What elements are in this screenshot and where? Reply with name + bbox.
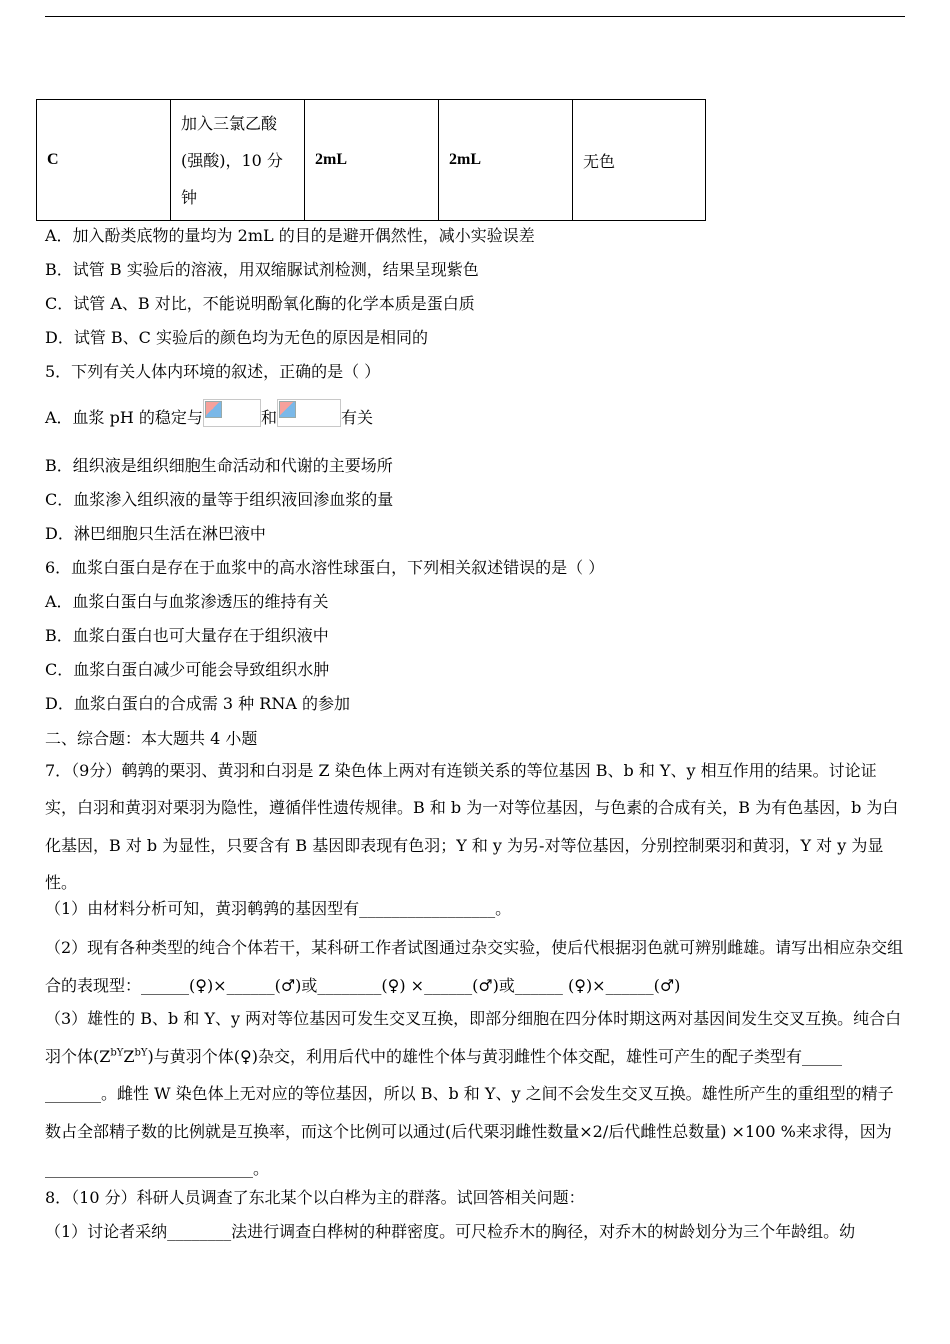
q4-option-a: A．加入酚类底物的量均为 2mL 的目的是避开偶然性，减小实验误差: [45, 226, 535, 245]
treatment-line: 加入三氯乙酸: [181, 113, 278, 133]
broken-image-icon: [277, 399, 341, 427]
tube-label-cell: C: [37, 100, 171, 221]
header-rule: [45, 16, 905, 17]
volume-cell: 2mL: [439, 100, 573, 221]
q4-option-b: B．试管 B 实验后的溶液，用双缩脲试剂检测，结果呈现紫色: [45, 260, 479, 279]
q6-option-a: A．血浆白蛋白与血浆渗透压的维持有关: [45, 592, 329, 611]
q5-option-a-prefix: A．血浆 pH 的稳定与: [45, 408, 203, 427]
q5-option-a-suffix: 有关: [340, 408, 373, 427]
treatment-line: 钟: [181, 187, 198, 207]
section-heading: 二、综合题：本大题共 4 小题: [45, 729, 258, 748]
q5-stem: 5．下列有关人体内环境的叙述，正确的是（ ）: [45, 362, 381, 381]
q7-part3-text: Z: [123, 1046, 135, 1066]
q7-part3-text: )与黄羽个体(♀)杂交，利用后代中的雄性个体与黄羽雌性个体交配，雄性可产生的配子类型有_____ _______。雌性 W 染色体上无对应的等位基因，所以 B、b 和 Y、y 之间不会发生交叉互换。雄性所产生的重组型的精子数占全部精子数的比例就是互换率，而这个比例可以通过(后代栗羽雌性数量×2/后代雌性总数量) ×100 %来求得，因为__________________________。: [45, 1046, 894, 1178]
q4-option-c: C．试管 A、B 对比，不能说明酚氧化酶的化学本质是蛋白质: [45, 294, 475, 313]
q7-part3: [45, 1000, 907, 1188]
q7-part3-text: （3）雄性的 B、b 和 Y、y 两对等位基因可发生交叉互换，即部分细胞在四分体时期这两对基因间发生交叉互换。纯合白羽个体(Z: [45, 1009, 902, 1066]
q5-option-b: B．组织液是组织细胞生命活动和代谢的主要场所: [45, 456, 393, 475]
q5-option-c: C．血浆渗入组织液的量等于组织液回渗血浆的量: [45, 490, 394, 509]
q8-part1: （1）讨论者采纳________法进行调查白桦树的种群密度。可尺检乔木的胸径，对乔木的树龄划分为三个年龄组。幼: [45, 1222, 856, 1241]
superscript: bY: [110, 1047, 124, 1059]
q6-option-c: C．血浆白蛋白减少可能会导致组织水肿: [45, 660, 330, 679]
table-row: [37, 100, 706, 221]
experiment-table: [36, 99, 706, 221]
q5-option-a: [45, 408, 373, 428]
q7-intro: 7．（9分）鹌鹑的栗羽、黄羽和白羽是 Z 染色体上两对有连锁关系的等位基因 B、b 和 Y、y 相互作用的结果。讨论证实，白羽和黄羽对栗羽为隐性，遵循伴性遗传规律。B 和 b 为一对等位基因，与色素的合成有关，B 为有色基因，b 为白化基因，B 对 b 为显性，只要含有 B 基因即表现有色羽；Y 和 y 为另-对等位基因，分别控制栗羽和黄羽，Y 对 y 为显性。: [45, 761, 899, 892]
result-cell: 无色: [573, 100, 706, 221]
q4-option-d: D．试管 B、C 实验后的颜色均为无色的原因是相同的: [45, 328, 429, 347]
q7-part2: （2）现有各种类型的纯合个体若干，某科研工作者试图通过杂交实验，使后代根据羽色就可辨别雌雄。请写出相应杂交组合的表现型：______(♀)×______(♂)或________(♀) ×______(♂)或______ (♀)×______(♂): [45, 938, 904, 995]
superscript: bY: [134, 1047, 148, 1059]
q6-option-d: D．血浆白蛋白的合成需 3 种 RNA 的参加: [45, 694, 350, 713]
treatment-cell: [171, 100, 305, 221]
q5-option-a-mid: 和: [260, 408, 277, 427]
q6-stem: 6．血浆白蛋白是存在于血浆中的高水溶性球蛋白，下列相关叙述错误的是（ ）: [45, 558, 605, 577]
q6-option-b: B．血浆白蛋白也可大量存在于组织液中: [45, 626, 329, 645]
volume-cell: 2mL: [305, 100, 439, 221]
q7-part1: （1）由材料分析可知，黄羽鹌鹑的基因型有_________________。: [45, 899, 512, 918]
q8-stem: 8．（10 分）科研人员调查了东北某个以白桦为主的群落。试回答相关问题：: [45, 1188, 585, 1207]
treatment-line: (强酸)，10 分: [181, 150, 283, 170]
q5-option-d: D．淋巴细胞只生活在淋巴液中: [45, 524, 266, 543]
broken-image-icon: [203, 399, 261, 427]
